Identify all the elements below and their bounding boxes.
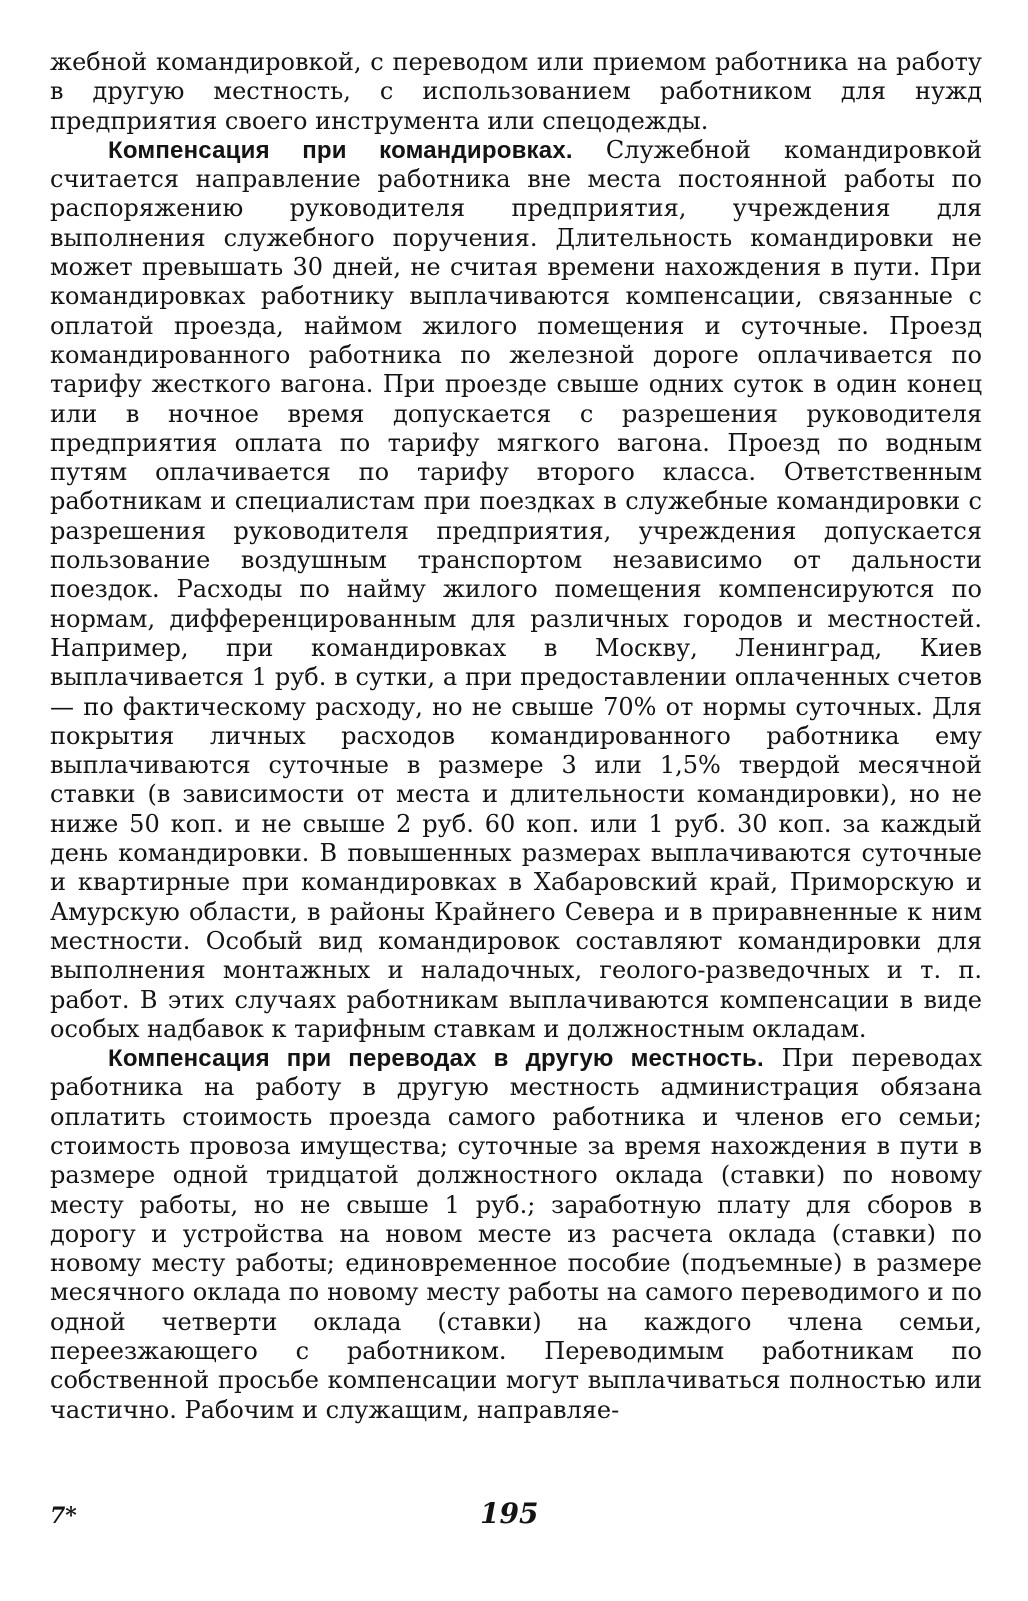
paragraph-intro-text: жебной командировкой, с переводом или приемом работника на работу в другую местность, с использованием работником для нужд предприятия своего инструмента или спецодежды. (50, 48, 982, 135)
signature-mark: 7* (50, 1503, 77, 1529)
page-number: 195 (480, 1497, 539, 1530)
heading-business-trips: Компенсация при командировках. (108, 136, 573, 164)
paragraph-business-trips-text: Служебной командировкой считается направление работника вне места постоянной работы по распоряжению руководителя предприятия, учреждения для выполнения служебного поручения. Длительность командировки не может превышать 30 дней, не считая времени нахождения в пути. При командировках работнику выплачиваются компенсации, связанные с оплатой проезда, наймом жилого помещения и суточные. Проезд командированного работника по железной дороге оплачивается по тарифу жесткого вагона. При проезде свыше одних суток в один конец или в ночное время допускается с разрешения руководителя предприятия оплата по тарифу мягкого вагона. Проезд по водным путям оплачивается по тарифу второго класса. Ответственным работникам и специалистам при поездках в служебные командировки с разрешения руководителя предприятия, учреждения допускается пользование воздушным транспортом независимо от дальности поездок. Расходы по найму жилого помещения компенсируются по нормам, дифференцированным для различных городов и местностей. Например, при командировках в Москву, Ленинград, Киев выплачивается 1 руб. в сутки, а при предоставлении оплаченных счетов — по фактическому расходу, но не свыше 70% от нормы суточных. Для покрытия личных расходов командированного работника ему выплачиваются суточные в размере 3 или 1,5% твердой месячной ставки (в зависимости от места и длительности командировки), но не ниже 50 коп. и не свыше 2 руб. 60 коп. или 1 руб. 30 коп. за каждый день командировки. В повышенных размерах выплачиваются суточные и квартирные при командировках в Хабаровский край, Приморскую и Амурскую области, в районы Крайнего Севера и в приравненные к ним местности. Особый вид командировок составляют командировки для выполнения монтажных и наладочных, геолого-разведочных и т. п. работ. В этих случаях работникам выплачиваются компенсации в виде особых надбавок к тарифным ставкам и должностным окладам. (50, 135, 982, 1043)
page-text (50, 48, 982, 1425)
paragraph-intro (50, 48, 982, 136)
heading-transfers: Компенсация при переводах в другую местность. (108, 1045, 764, 1073)
paragraph-transfers (50, 1044, 982, 1425)
page-footer (50, 1497, 982, 1537)
paragraph-transfers-text: При переводах работника на работу в другую местность администрация обязана оплатить стоимость проезда самого работника и членов его семьи; стоимость провоза имущества; суточные за время нахождения в пути в размере одной тридцатой должностного оклада (ставки) по новому месту работы, но не свыше 1 руб.; заработную плату для сборов в дорогу и устройства на новом месте из расчета оклада (ставки) по новому месту работы; единовременное пособие (подъемные) в размере месячного оклада по новому месту работы на самого переводимого и по одной четверти оклада (ставки) на каждого члена семьи, переезжающего с работником. Переводимым работникам по собственной просьбе компенсации могут выплачиваться полностью или частично. Рабочим и служащим, направляе- (50, 1044, 982, 1424)
paragraph-business-trips (50, 136, 982, 1044)
